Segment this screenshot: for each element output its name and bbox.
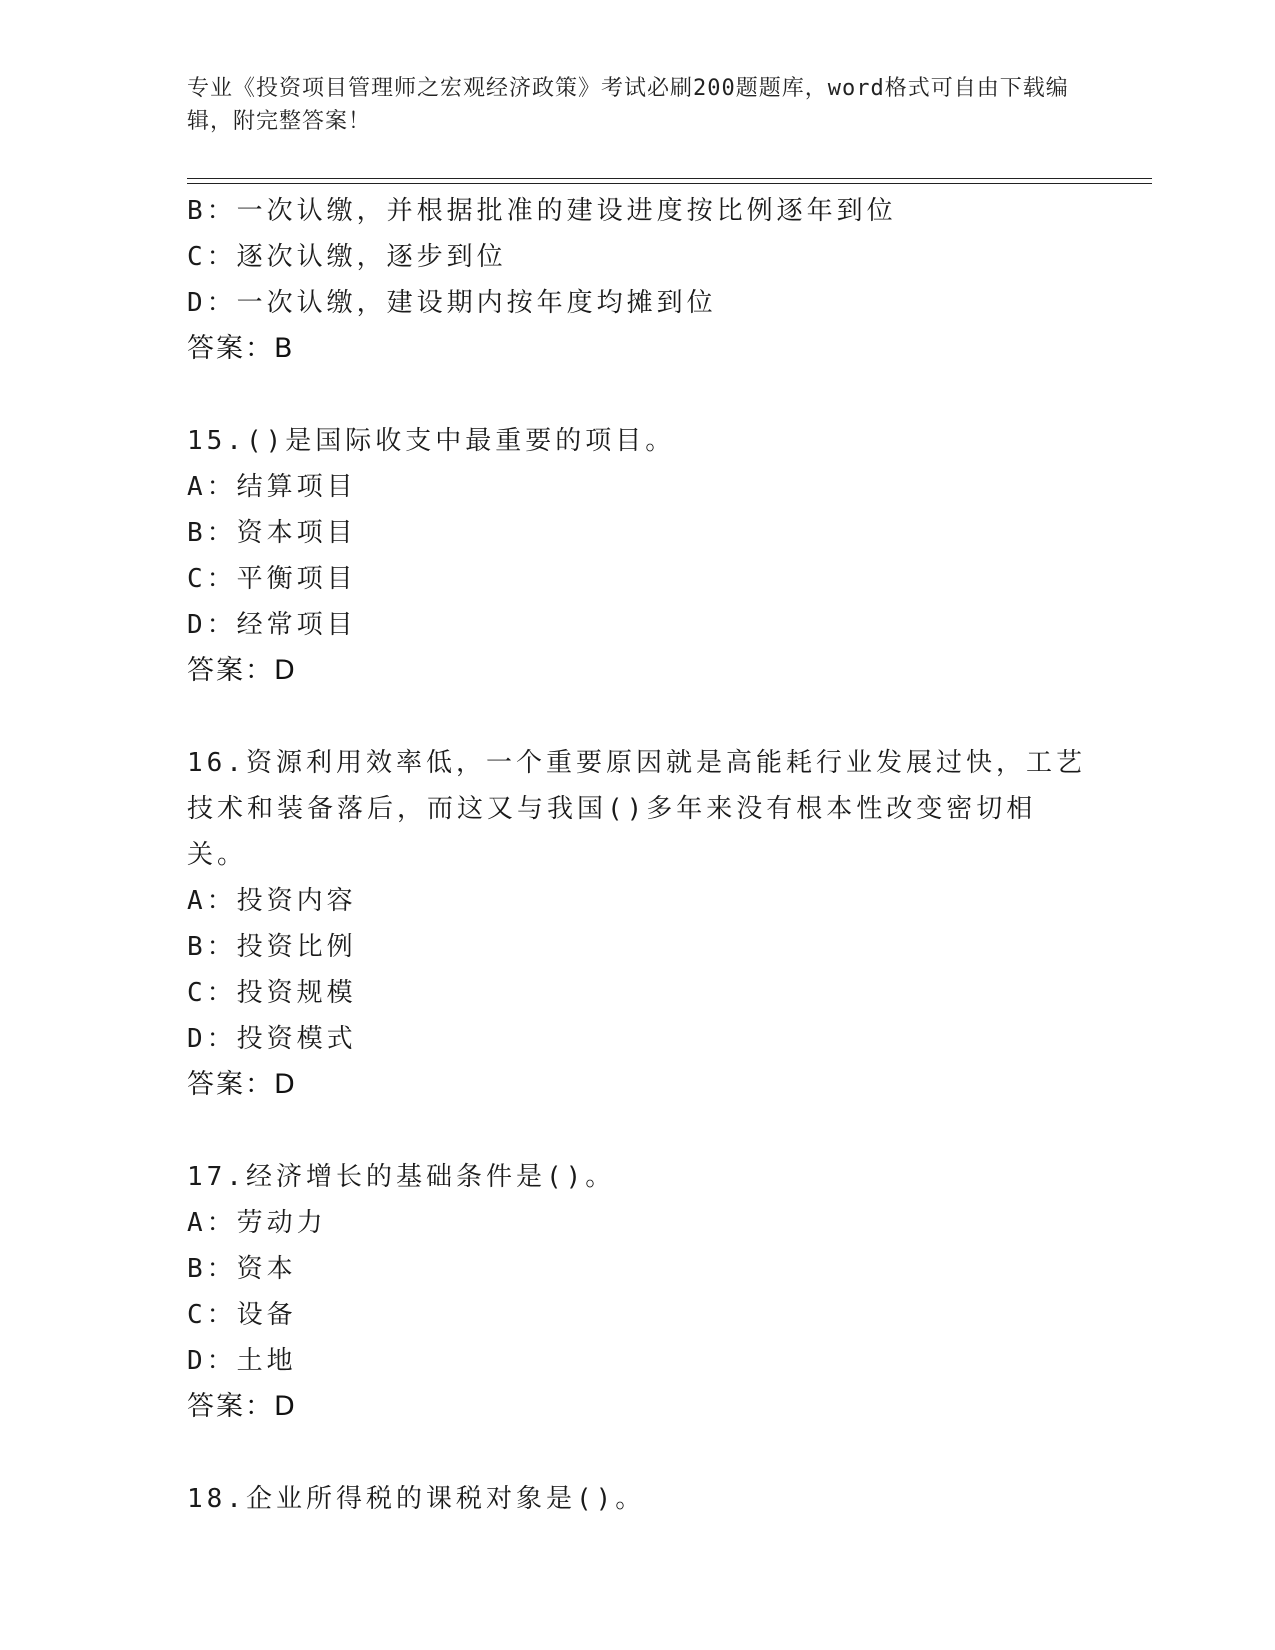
option-d: D：经常项目	[187, 610, 357, 640]
spacer	[187, 1108, 1087, 1154]
header-divider-bottom	[187, 183, 1152, 184]
question-text: 18.企业所得税的课税对象是()。	[187, 1484, 646, 1514]
answer-line: 答案：D	[187, 1069, 297, 1100]
question-text: 16.资源利用效率低，一个重要原因就是高能耗行业发展过快，工艺技术和装备落后，而这又与我国()多年来没有根本性改变密切相关。	[187, 748, 1086, 870]
answer-line: 答案：B	[187, 333, 295, 364]
question-17	[187, 1154, 1087, 1430]
answer-line: 答案：D	[187, 1391, 297, 1422]
option-a: A：劳动力	[187, 1208, 327, 1238]
option-c: C：投资规模	[187, 978, 357, 1008]
option-b: B：资本	[187, 1254, 297, 1284]
question-16	[187, 740, 1087, 1108]
option-d: D：投资模式	[187, 1024, 357, 1054]
option-c: C：设备	[187, 1300, 297, 1330]
question-14-continued	[187, 188, 1087, 372]
option-a: A：结算项目	[187, 472, 357, 502]
document-header: 专业《投资项目管理师之宏观经济政策》考试必刷200题题库，word格式可自由下载编辑，附完整答案！	[187, 76, 1069, 134]
spacer	[187, 694, 1087, 740]
option-d: D：土地	[187, 1346, 297, 1376]
header-divider-top	[187, 178, 1152, 179]
spacer	[187, 1430, 1087, 1476]
option-d: D：一次认缴，建设期内按年度均摊到位	[187, 288, 717, 318]
answer-line: 答案：D	[187, 655, 297, 686]
option-c: C：逐次认缴，逐步到位	[187, 242, 507, 272]
question-list	[187, 188, 1087, 1522]
spacer	[187, 372, 1087, 418]
option-b: B：投资比例	[187, 932, 357, 962]
question-text: 15.()是国际收支中最重要的项目。	[187, 426, 676, 456]
option-c: C：平衡项目	[187, 564, 357, 594]
option-b: B：一次认缴，并根据批准的建设进度按比例逐年到位	[187, 196, 897, 226]
question-18	[187, 1476, 1087, 1522]
question-15	[187, 418, 1087, 694]
question-text: 17.经济增长的基础条件是()。	[187, 1162, 616, 1192]
option-a: A：投资内容	[187, 886, 357, 916]
option-b: B：资本项目	[187, 518, 357, 548]
